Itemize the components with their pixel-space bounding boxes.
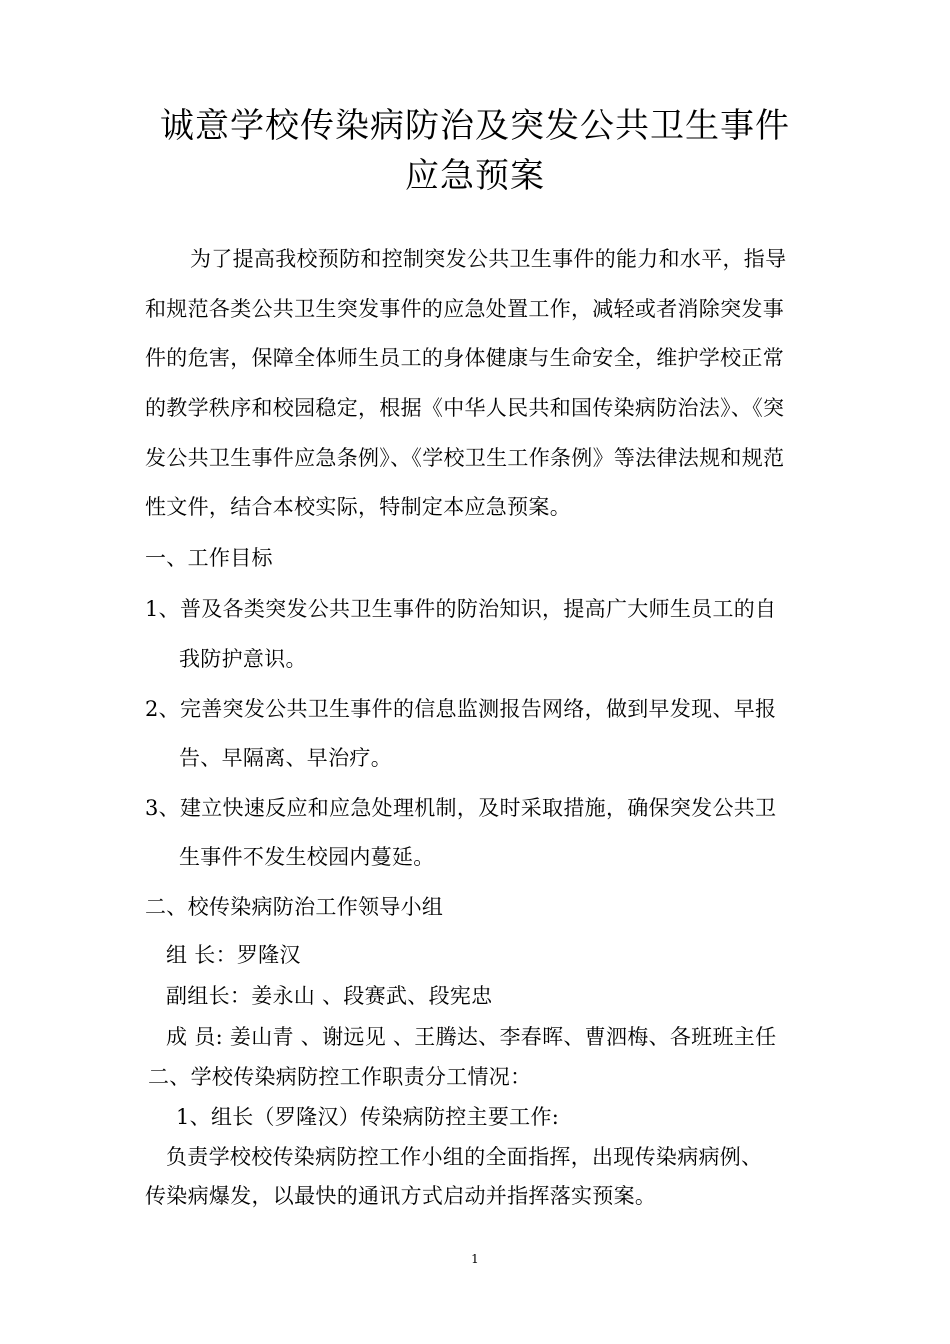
intro-line: 为了提高我校预防和控制突发公共卫生事件的能力和水平，指导 xyxy=(190,247,787,271)
goal-item-continuation: 告、早隔离、早治疗。 xyxy=(179,746,392,770)
intro-line: 件的危害，保障全体师生员工的身体健康与生命安全，维护学校正常 xyxy=(145,346,784,370)
document-title-line-2: 应急预案 xyxy=(405,156,545,196)
intro-line: 和规范各类公共卫生突发事件的应急处置工作，减轻或者消除突发事 xyxy=(145,297,784,321)
goal-item-continuation: 生事件不发生校园内蔓延。 xyxy=(179,845,435,869)
document-title-line-1: 诚意学校传染病防治及突发公共卫生事件 xyxy=(160,106,790,146)
group-members: 成 员: 姜山青 、谢远见 、王腾达、李春晖、曹泗梅、各班班主任 xyxy=(166,1025,777,1049)
intro-line: 发公共卫生事件应急条例》、《学校卫生工作条例》等法律法规和规范 xyxy=(145,446,785,470)
duty-heading: 1、组长（罗隆汉）传染病防控主要工作: xyxy=(176,1105,560,1129)
intro-line: 的教学秩序和校园稳定，根据《中华人民共和国传染病防治法》、《突 xyxy=(145,396,785,420)
section-heading-goals: 一、工作目标 xyxy=(145,546,273,570)
group-deputy: 副组长：姜永山 、段赛武、段宪忠 xyxy=(166,984,493,1008)
goal-item: 3、建立快速反应和应急处理机制，及时采取措施，确保突发公共卫 xyxy=(145,796,777,820)
goal-item-continuation: 我防护意识。 xyxy=(179,647,307,671)
section-heading-duties: 二、学校传染病防控工作职责分工情况： xyxy=(148,1065,532,1089)
duty-text-line: 传染病爆发，以最快的通讯方式启动并指挥落实预案。 xyxy=(145,1184,657,1208)
goal-item: 2、完善突发公共卫生事件的信息监测报告网络，做到早发现、早报 xyxy=(145,697,777,721)
section-heading-leadership: 二、校传染病防治工作领导小组 xyxy=(145,895,444,919)
group-leader: 组 长：罗隆汉 xyxy=(166,943,301,967)
intro-line: 性文件，结合本校实际，特制定本应急预案。 xyxy=(145,495,571,519)
duty-text-line: 负责学校校传染病防控工作小组的全面指挥，出现传染病病例、 xyxy=(166,1145,763,1169)
page-number: 1 xyxy=(471,1252,479,1266)
goal-item: 1、普及各类突发公共卫生事件的防治知识，提高广大师生员工的自 xyxy=(145,597,777,621)
